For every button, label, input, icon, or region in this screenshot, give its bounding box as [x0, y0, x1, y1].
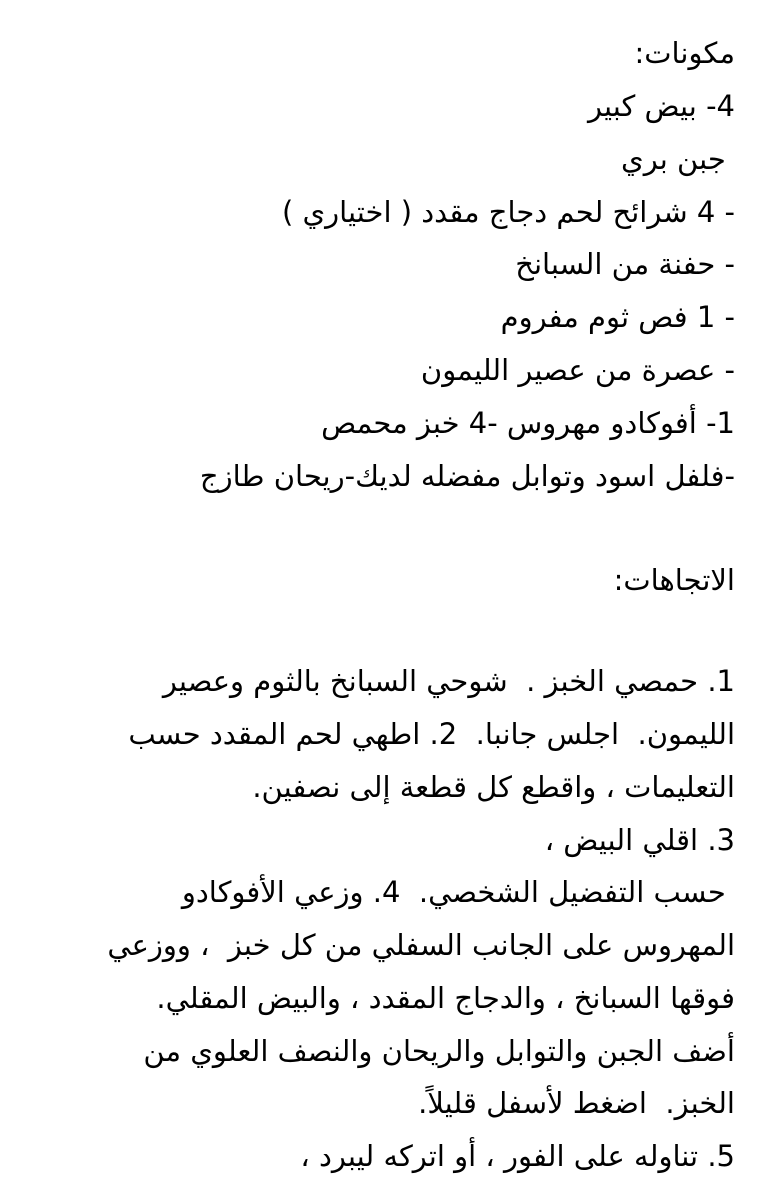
- direction-line: أضف الجبن والتوابل والريحان والنصف العلوي من: [143, 1034, 735, 1068]
- ingredient-item: 1- أفوكادو مهروس -4 خبز محمص: [321, 406, 735, 440]
- direction-line: فوقها السبانخ ، والدجاج المقدد ، والبيض المقلي.: [156, 981, 735, 1015]
- ingredients-heading: مكونات:: [634, 36, 735, 70]
- direction-line: 5. تناوله على الفور ، أو اتركه ليبرد ،: [300, 1139, 735, 1173]
- direction-line: المهروس على الجانب السفلي من كل خبز ، ووزعي: [107, 928, 735, 962]
- direction-line: 1. حمصي الخبز . شوحي السبانخ بالثوم وعصير: [162, 664, 735, 698]
- ingredient-item: - عصرة من عصير الليمون: [420, 353, 735, 387]
- ingredient-item: جبن بري: [621, 142, 735, 176]
- direction-line: حسب التفضيل الشخصي. 4. وزعي الأفوكادو: [181, 875, 735, 909]
- ingredient-item: 4- بيض كبير: [587, 89, 735, 123]
- direction-line: 3. اقلي البيض ،: [544, 823, 735, 857]
- direction-line: الليمون. اجلس جانبا. 2. اطهي لحم المقدد حسب: [128, 717, 735, 751]
- ingredient-item: - حفنة من السبانخ: [515, 247, 735, 281]
- ingredient-item: -فلفل اسود وتوابل مفضله لديك-ريحان طازج: [199, 459, 735, 493]
- ingredient-item: - 1 فص ثوم مفروم: [500, 300, 735, 334]
- direction-line: الخبز. اضغط لأسفل قليلاً.: [418, 1086, 735, 1120]
- ingredient-item: - 4 شرائح لحم دجاج مقدد ( اختياري ): [281, 195, 735, 229]
- directions-heading: الاتجاهات:: [613, 563, 735, 597]
- direction-line: التعليمات ، واقطع كل قطعة إلى نصفين.: [252, 770, 735, 804]
